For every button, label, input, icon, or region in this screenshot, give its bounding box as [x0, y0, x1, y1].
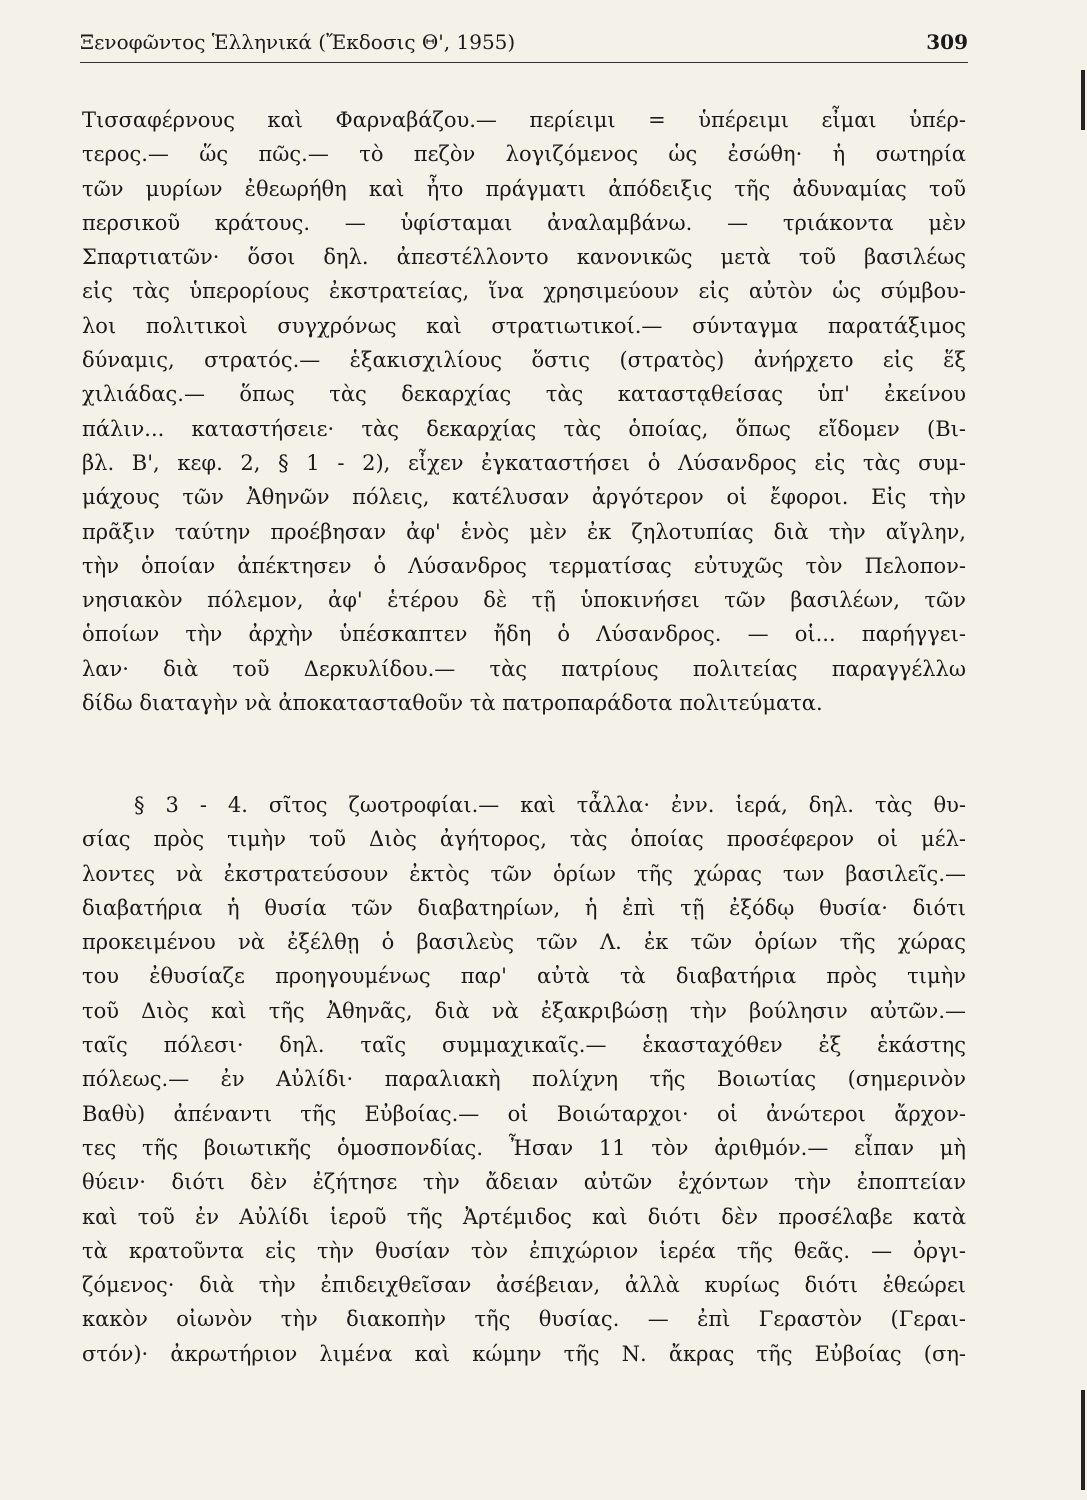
text-line: χιλιάδας.— ὅπως τὰς δεκαρχίας τὰς καταστᾳθείσας ὑπ' ἐκείνου — [82, 382, 966, 407]
text-line: τοῦ Διὸς καὶ τῆς Ἀθηνᾶς, διὰ νὰ ἐξακριβώσῃ τὴν βούλησιν αὐτῶν.— — [82, 998, 966, 1023]
text-line: Βαθὺ) ἀπέναντι τῆς Εὐβοίας.— οἱ Βοιώταρχοι· οἱ ἀνώτεροι ἄρχον- — [82, 1101, 966, 1126]
text-line: δύναμις, στρατός.— ἑξακισχιλίους ὅστις (στρατὸς) ἀνήρχετο εἰς ἕξ — [82, 348, 966, 373]
text-line: ζόμενος· διὰ τὴν ἐπιδειχθεῖσαν ἀσέβειαν, ἀλλὰ κυρίως διότι ἐθεώρει — [82, 1273, 966, 1298]
text-line: τὴν ὁποίαν ἀπέκτησεν ὁ Λύσανδρος τερματίσας εὐτυχῶς τὸν Πελοπον- — [82, 553, 966, 578]
text-line: κακὸν οἰωνὸν τὴν διακοπὴν τῆς θυσίας. — ἐπὶ Γεραστὸν (Γεραι- — [82, 1307, 966, 1332]
text-line: στόν)· ἀκρωτήριον λιμένα καὶ κώμην τῆς Ν. ἄκρας τῆς Εὐβοίας (ση- — [82, 1341, 966, 1366]
commentary-paragraph-2 — [82, 788, 966, 1371]
scan-edge-mark — [1081, 1390, 1085, 1490]
text-line: § 3 - 4. σῖτος ζωοτροφίαι.— καὶ τἆλλα· ἐνν. ἱερά, δηλ. τὰς θυ- — [134, 793, 966, 817]
commentary-paragraph-1 — [82, 103, 966, 720]
text-line: μάχους τῶν Ἀθηνῶν πόλεις, κατέλυσαν ἀργότερον οἱ ἔφοροι. Εἰς τὴν — [82, 485, 966, 510]
text-line: διαβατήρια ἡ θυσία τῶν διαβατηρίων, ἡ ἐπὶ τῇ ἐξόδῳ θυσία· διότι — [82, 895, 966, 920]
text-line: τες τῆς βοιωτικῆς ὁμοσπονδίας. Ἦσαν 11 τὸν ἀριθμόν.— εἶπαν μὴ — [82, 1135, 966, 1160]
text-line: λοντες νὰ ἐκστρατεύσουν ἐκτὸς τῶν ὁρίων τῆς χώρας των βασιλεῖς.— — [82, 861, 966, 886]
text-line: Τισσαφέρνους καὶ Φαρναβάζου.— περίειμι = ὑπέρειμι εἶμαι ὑπέρ- — [82, 108, 966, 132]
text-line: καὶ τοῦ ἐν Αὐλίδι ἱεροῦ τῆς Ἀρτέμιδος καὶ διότι δὲν προσέλαβε κατὰ — [82, 1204, 966, 1229]
running-header — [80, 28, 968, 58]
running-title: Ξενοφῶντος Ἑλληνικά (Ἔκδοσις Θ', 1955) — [80, 30, 516, 54]
text-line: του ἐθυσίαζε προηγουμένως παρ' αὐτὰ τὰ διαβατήρια πρὸς τιμὴν — [82, 964, 966, 989]
header-rule — [80, 62, 968, 63]
text-line: προκειμένου νὰ ἐξέλθῃ ὁ βασιλεὺς τῶν Λ. ἐκ τῶν ὁρίων τῆς χώρας — [82, 930, 966, 955]
text-line: δίδω διαταγὴν νὰ ἀποκατασταθοῦν τὰ πατροπαράδοτα πολιτεύματα. — [82, 691, 823, 716]
text-line: περσικοῦ κράτους. — ὑφίσταμαι ἀναλαμβάνω. — τριάκοντα μὲν — [82, 210, 966, 235]
text-line: τῶν μυρίων ἐθεωρήθη καὶ ἦτο πράγματι ἀπόδειξις τῆς ἀδυναμίας τοῦ — [82, 176, 966, 201]
text-line: τὰ κρατοῦντα εἰς τὴν θυσίαν τὸν ἐπιχώριον ἱερέα τῆς θεᾶς. — ὀργι- — [82, 1238, 966, 1263]
text-line: λαν· διὰ τοῦ Δερκυλίδου.— τὰς πατρίους πολιτείας παραγγέλλω — [82, 656, 966, 681]
text-line: βλ. Β', κεφ. 2, § 1 - 2), εἶχεν ἐγκαταστήσει ὁ Λύσανδρος εἰς τὰς συμ- — [82, 450, 966, 475]
text-line: τερος.— ὥς πῶς.— τὸ πεζὸν λογιζόμενος ὡς ἐσώθη· ἡ σωτηρία — [82, 142, 966, 167]
text-line: πρᾶξιν ταύτην προέβησαν ἀφ' ἑνὸς μὲν ἐκ ζηλοτυπίας διὰ τὴν αἴγλην, — [82, 519, 966, 544]
page-number: 309 — [926, 30, 968, 54]
text-line: πάλιν... καταστήσειε· τὰς δεκαρχίας τὰς ὁποίας, ὅπως εἴδομεν (Βι- — [82, 416, 966, 441]
text-line: πόλεως.— ἐν Αὐλίδι· παραλιακὴ πολίχνη τῆς Βοιωτίας (σημερινὸν — [82, 1067, 966, 1092]
text-line: ταῖς πόλεσι· δηλ. ταῖς συμμαχικαῖς.— ἑκασταχόθεν ἐξ ἑκάστης — [82, 1033, 966, 1058]
text-line: θύειν· διότι δὲν ἐζήτησε τὴν ἄδειαν αὐτῶν ἐχόντων τὴν ἐποπτείαν — [82, 1170, 966, 1195]
scan-edge-mark — [1081, 70, 1085, 130]
text-line: σίας πρὸς τιμὴν τοῦ Διὸς ἀγήτορος, τὰς ὁποίας προσέφερον οἱ μέλ- — [82, 827, 966, 852]
text-line: ὁποίων τὴν ἀρχὴν ὑπέσκαπτεν ἤδη ὁ Λύσανδρος. — οἱ... παρήγγει- — [82, 622, 966, 647]
text-line: Σπαρτιατῶν· ὅσοι δηλ. ἀπεστέλλοντο κανονικῶς μετὰ τοῦ βασιλέως — [82, 245, 966, 270]
text-line: εἰς τὰς ὑπερορίους ἐκστρατείας, ἵνα χρησιμεύουν εἰς αὐτὸν ὡς σύμβου- — [82, 279, 966, 304]
text-line: λοι πολιτικοὶ συγχρόνως καὶ στρατιωτικοί.— σύνταγμα παρατάξιμος — [82, 313, 966, 338]
text-line: νησιακὸν πόλεμον, ἀφ' ἑτέρου δὲ τῇ ὑποκινήσει τῶν βασιλέων, τῶν — [82, 588, 966, 613]
